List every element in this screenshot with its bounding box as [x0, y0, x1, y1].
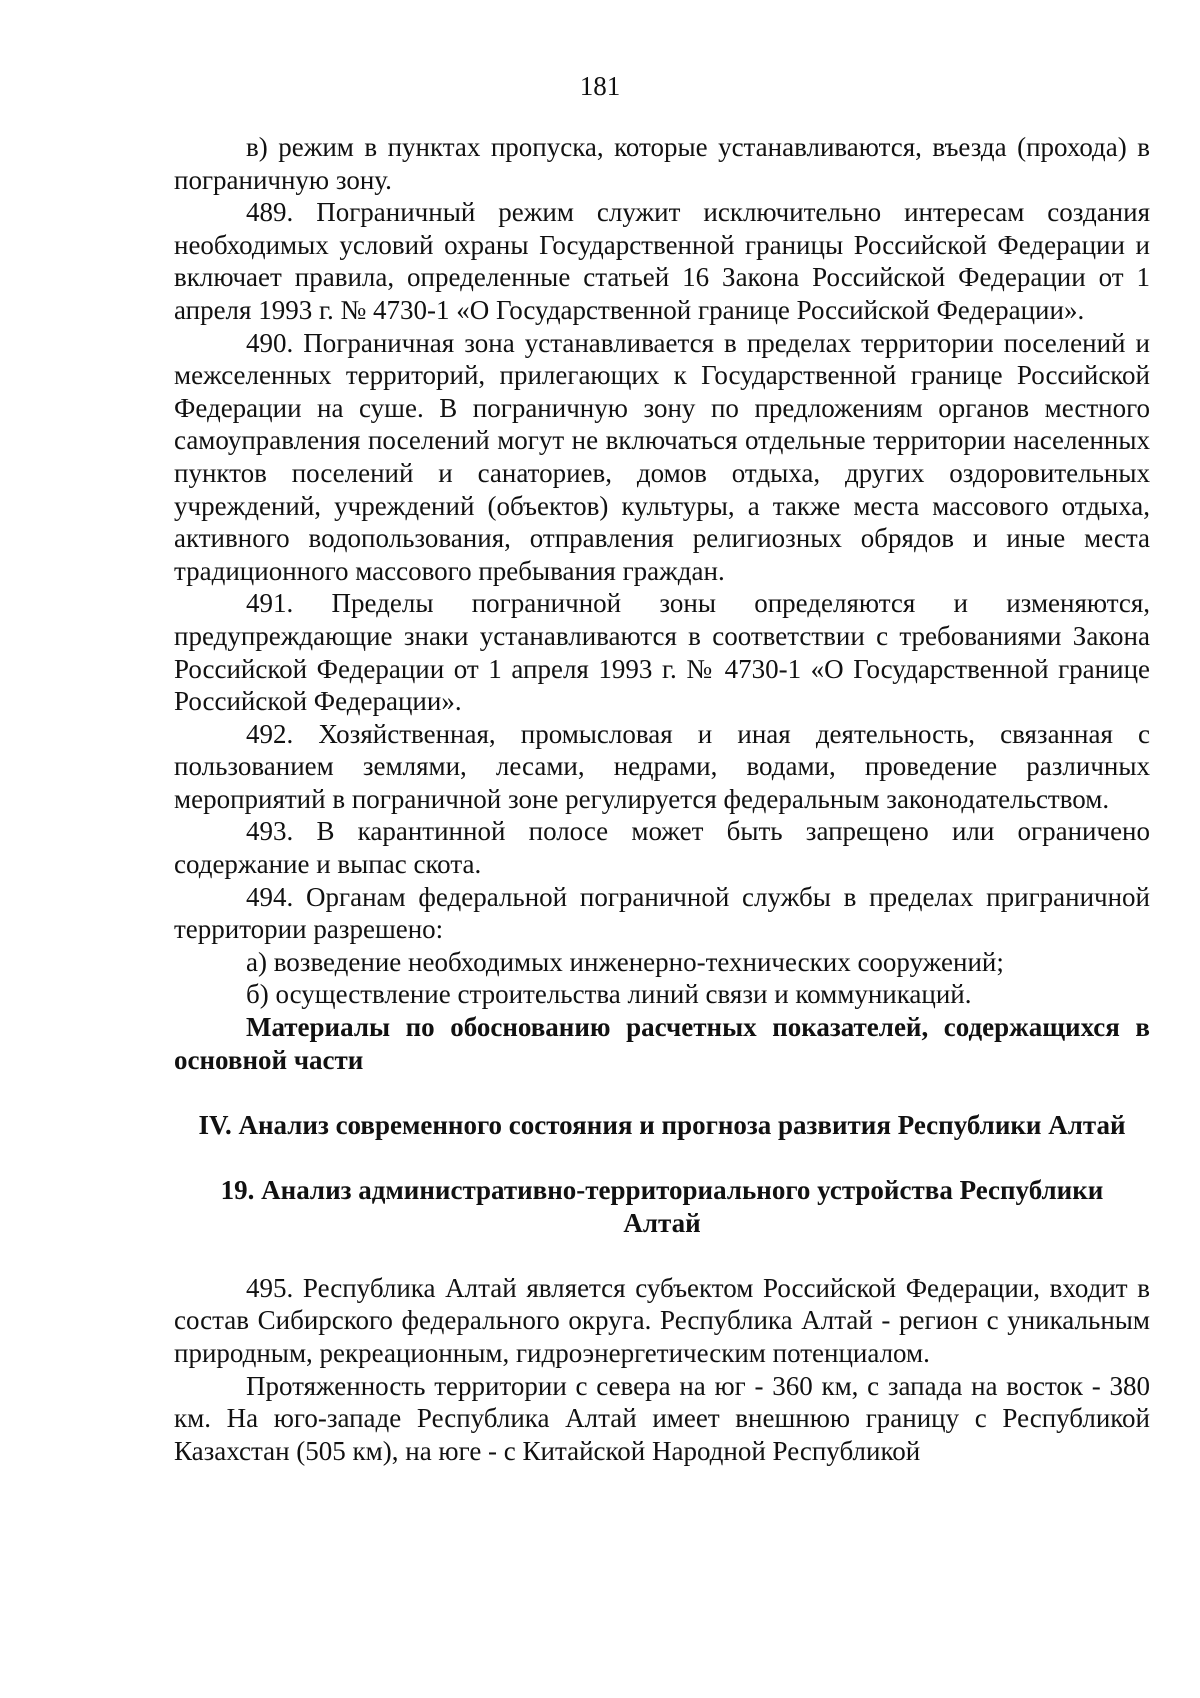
- paragraph-495: 495. Республика Алтай является субъектом Российской Федерации, входит в состав Сибирского федерального округа. Республика Алтай - регион с уникальным природным, рекреационным, гидроэнергетическим потенциалом.: [174, 1272, 1150, 1368]
- section-heading-19: 19. Анализ административно-территориального устройства Республики Алтай: [220, 1175, 1104, 1238]
- paragraph-border-regime-item-v: в) режим в пунктах пропуска, которые устанавливаются, въезда (прохода) в пограничную зону.: [174, 132, 1150, 195]
- paragraph-494-item-a: а) возведение необходимых инженерно-технических сооружений;: [246, 946, 1004, 977]
- section-heading-iv: IV. Анализ современного состояния и прогноза развития Республики Алтай: [198, 1109, 1126, 1140]
- paragraph-territory-extent: Протяженность территории с севера на юг - 360 км, с запада на восток - 380 км. На юго-западе Республика Алтай имеет внешнюю границу с Республикой Казахстан (505 км), на юге - с Китайской Народной Республикой: [174, 1370, 1150, 1466]
- page-number: 181: [579, 71, 621, 101]
- spacer: [174, 1076, 1150, 1109]
- document-body: [174, 131, 1150, 1467]
- paragraph-492: 492. Хозяйственная, промысловая и иная деятельность, связанная с пользованием землями, лесами, недрами, водами, проведение различных мероприятий в пограничной зоне регулируется федеральным законодательством.: [174, 718, 1150, 814]
- spacer: [174, 1141, 1150, 1174]
- spacer: [174, 1239, 1150, 1272]
- materials-heading: Материалы по обоснованию расчетных показателей, содержащихся в основной части: [174, 1012, 1150, 1075]
- paragraph-491: 491. Пределы пограничной зоны определяются и изменяются, предупреждающие знаки устанавливаются в соответствии с требованиями Закона Российской Федерации от 1 апреля 1993 г. № 4730-1 «О Государственной границе Российской Федерации».: [174, 588, 1150, 717]
- paragraph-494-item-b: б) осуществление строительства линий связи и коммуникаций.: [246, 979, 972, 1010]
- paragraph-493: 493. В карантинной полосе может быть запрещено или ограничено содержание и выпас скота.: [174, 816, 1150, 880]
- paragraph-494: 494. Органам федеральной пограничной службы в пределах приграничной территории разрешено:: [174, 881, 1150, 945]
- paragraph-489: 489. Пограничный режим служит исключительно интересам создания необходимых условий охраны Государственной границы Российской Федерации и включает правила, определенные статьей 16 Закона Российской Федерации от 1 апреля 1993 г. № 4730-1 «О Государственной границе Российской Федерации».: [174, 197, 1150, 325]
- paragraph-490: 490. Пограничная зона устанавливается в пределах территории поселений и межселенных территорий, прилегающих к Государственной границе Российской Федерации на суше. В пограничную зону по предложениям органов местного самоуправления поселений могут не включаться отдельные территории населенных пунктов поселений и санаториев, домов отдыха, других оздоровительных учреждений, учреждений (объектов) культуры, а также места массового отдыха, активного водопользования, отправления религиозных обрядов и иные места традиционного массового пребывания граждан.: [174, 327, 1150, 586]
